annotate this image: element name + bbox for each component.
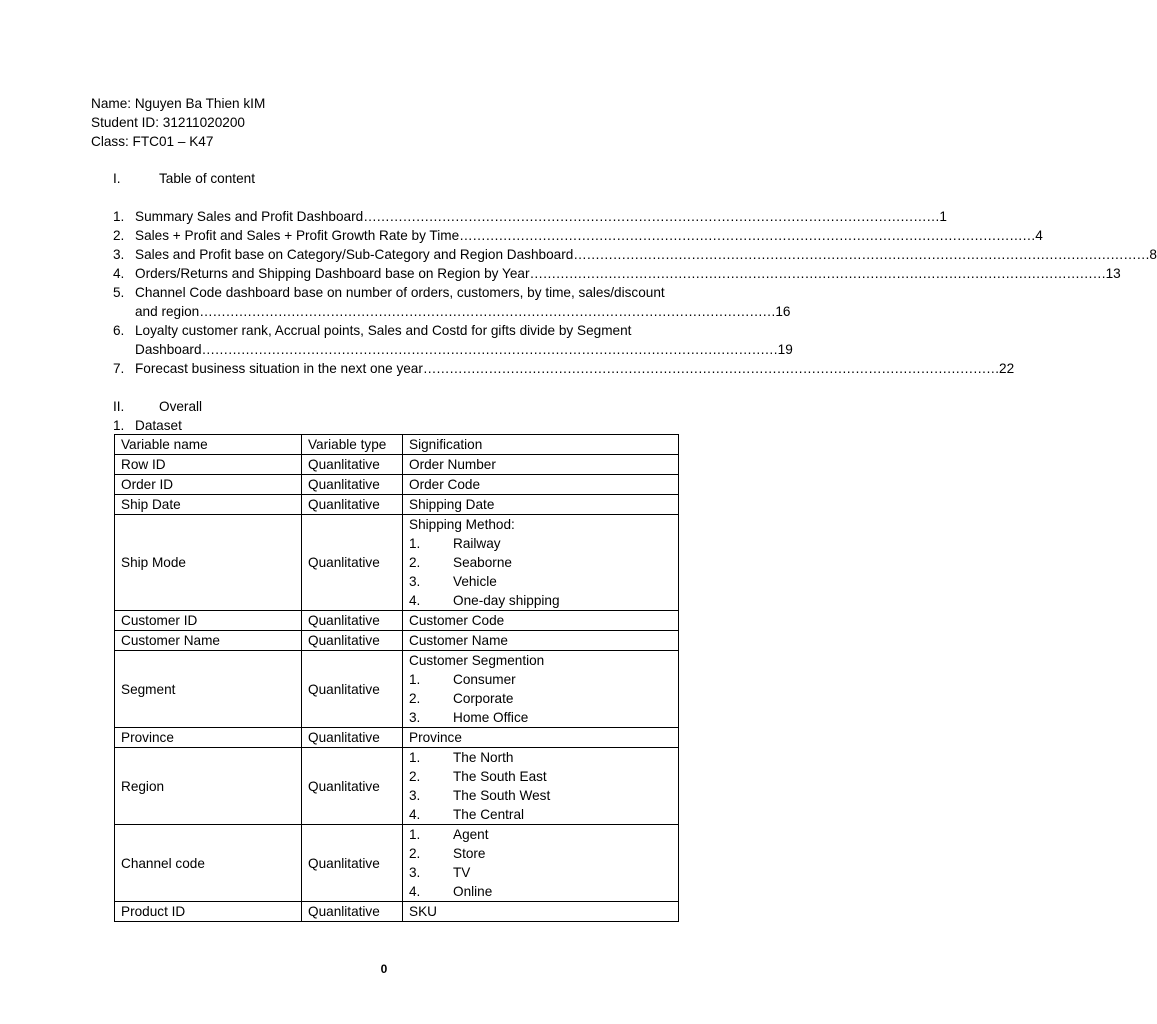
list-item — [409, 767, 672, 786]
toc-item-text: Loyalty customer rank, Accrual points, Sales and Costd for gifts divide by Segment — [135, 323, 632, 338]
table-row — [115, 455, 679, 475]
dataset-number: 1. — [113, 418, 125, 433]
table-row — [115, 631, 679, 651]
list-text: TV — [453, 865, 471, 880]
list-text: Online — [453, 884, 493, 899]
list-number: 2. — [409, 691, 421, 706]
list-item — [409, 882, 672, 901]
list-number: 2. — [409, 846, 421, 861]
list-text: The South East — [453, 769, 547, 784]
list-text: The North — [453, 750, 514, 765]
signification-cell: Shipping Date — [403, 495, 679, 515]
toc-item-number: 5. — [113, 285, 125, 300]
list-item — [409, 534, 672, 553]
toc-item-text: Summary Sales and Profit Dashboard — [135, 209, 364, 224]
table-row — [115, 611, 679, 631]
variable-type-cell: Quanlitative — [302, 455, 403, 475]
signification-cell — [403, 651, 679, 728]
toc-item-text: Sales and Profit base on Category/Sub-Category and Region Dashboard — [135, 247, 574, 262]
toc-item-number: 6. — [113, 323, 125, 338]
table-row — [115, 748, 679, 825]
toc-item-page: 22 — [999, 361, 1015, 376]
variable-name-cell: Customer Name — [115, 631, 302, 651]
table-row — [115, 651, 679, 728]
toc-item-page: 16 — [775, 304, 791, 319]
toc-item-page: 8 — [1149, 247, 1157, 262]
toc-item-text: and region — [135, 304, 200, 319]
list-number: 1. — [409, 672, 421, 687]
signification-cell — [403, 825, 679, 902]
signification-list — [409, 748, 672, 824]
signification-cell: Order Code — [403, 475, 679, 495]
toc-heading-number: I. — [113, 171, 121, 186]
list-item — [409, 689, 672, 708]
toc-leader-dots: …………………………………………………………………………………………………………………… — [363, 209, 940, 224]
variable-type-cell: Quanlitative — [302, 475, 403, 495]
list-item — [409, 786, 672, 805]
signification-list — [409, 670, 672, 727]
list-number: 4. — [409, 884, 421, 899]
list-item — [409, 844, 672, 863]
variable-type-cell: Quanlitative — [302, 825, 403, 902]
signification-cell: SKU — [403, 902, 679, 922]
list-number: 1. — [409, 536, 421, 551]
list-number: 2. — [409, 769, 421, 784]
list-text: Agent — [453, 827, 489, 842]
list-item — [409, 670, 672, 689]
student-name: Name: Nguyen Ba Thien kIM — [91, 96, 266, 111]
toc-item-page: 1 — [939, 209, 947, 224]
table-row — [115, 515, 679, 611]
signification-list — [409, 534, 672, 610]
signification-cell: Customer Name — [403, 631, 679, 651]
toc-item-text: Orders/Returns and Shipping Dashboard base on Region by Year — [135, 266, 530, 281]
variable-name-cell: Ship Date — [115, 495, 302, 515]
toc-leader-dots: …………………………………………………………………………………………………………………… — [459, 228, 1036, 243]
list-text: Corporate — [453, 691, 514, 706]
page-number: 0 — [380, 962, 388, 976]
list-number: 4. — [409, 807, 421, 822]
toc-heading: Table of content — [159, 171, 255, 186]
list-number: 3. — [409, 574, 421, 589]
overall-heading-number: II. — [113, 399, 125, 414]
overall-heading: Overall — [159, 399, 203, 414]
table-row — [115, 728, 679, 748]
signification-cell — [403, 515, 679, 611]
signification-intro: Customer Segmention — [409, 653, 545, 668]
toc-item-text: Forecast business situation in the next one year — [135, 361, 423, 376]
list-item — [409, 708, 672, 727]
table-header-row — [115, 435, 679, 455]
list-text: Seaborne — [453, 555, 512, 570]
signification-list — [409, 825, 672, 901]
variable-name-cell: Row ID — [115, 455, 302, 475]
variable-name-cell: Ship Mode — [115, 515, 302, 611]
table-row — [115, 902, 679, 922]
student-id: Student ID: 31211020200 — [91, 115, 245, 130]
list-text: Vehicle — [453, 574, 497, 589]
list-number: 3. — [409, 710, 421, 725]
toc-item-page: 4 — [1035, 228, 1043, 243]
variable-type-cell: Quanlitative — [302, 611, 403, 631]
toc-item-page: 13 — [1105, 266, 1121, 281]
toc-item-number: 1. — [113, 209, 125, 224]
list-text: The South West — [453, 788, 551, 803]
list-text: Railway — [453, 536, 501, 551]
variable-name-cell: Segment — [115, 651, 302, 728]
list-number: 4. — [409, 593, 421, 608]
list-number: 2. — [409, 555, 421, 570]
toc-item-page: 19 — [777, 342, 793, 357]
list-text: Consumer — [453, 672, 516, 687]
variable-type-cell: Quanlitative — [302, 902, 403, 922]
toc-item-text: Channel Code dashboard base on number of orders, customers, by time, sales/discount — [135, 285, 665, 300]
variable-type-cell: Quanlitative — [302, 728, 403, 748]
dataset-label: Dataset — [135, 418, 182, 433]
toc-leader-dots: …………………………………………………………………………………………………………………… — [422, 361, 1000, 376]
variable-type-cell: Quanlitative — [302, 748, 403, 825]
list-number: 1. — [409, 827, 421, 842]
header-cell: Variable type — [302, 435, 403, 455]
signification-cell: Order Number — [403, 455, 679, 475]
toc-item-text: Sales + Profit and Sales + Profit Growth Rate by Time — [135, 228, 460, 243]
list-number: 3. — [409, 788, 421, 803]
list-item — [409, 825, 672, 844]
variable-type-cell: Quanlitative — [302, 495, 403, 515]
list-text: One-day shipping — [453, 593, 560, 608]
table-row — [115, 475, 679, 495]
list-item — [409, 591, 672, 610]
list-item — [409, 863, 672, 882]
variable-type-cell: Quanlitative — [302, 651, 403, 728]
list-text: Store — [453, 846, 486, 861]
toc-item-number: 2. — [113, 228, 125, 243]
variable-name-cell: Province — [115, 728, 302, 748]
signification-cell — [403, 748, 679, 825]
toc-item-number: 7. — [113, 361, 125, 376]
toc-leader-dots: …………………………………………………………………………………………………………………… — [201, 342, 778, 357]
list-text: The Central — [453, 807, 525, 822]
toc-leader-dots: …………………………………………………………………………………………………………………… — [199, 304, 776, 319]
variable-name-cell: Channel code — [115, 825, 302, 902]
list-number: 3. — [409, 865, 421, 880]
signification-cell: Customer Code — [403, 611, 679, 631]
list-number: 1. — [409, 750, 421, 765]
variable-name-cell: Region — [115, 748, 302, 825]
header-cell: Signification — [403, 435, 679, 455]
list-item — [409, 748, 672, 767]
toc-item-number: 4. — [113, 266, 125, 281]
table-row — [115, 495, 679, 515]
variable-name-cell: Product ID — [115, 902, 302, 922]
dataset-table — [114, 434, 679, 922]
variable-name-cell: Order ID — [115, 475, 302, 495]
toc-leader-dots: …………………………………………………………………………………………………………………… — [529, 266, 1106, 281]
signification-cell: Province — [403, 728, 679, 748]
header-cell: Variable name — [115, 435, 302, 455]
toc-item-text: Dashboard — [135, 342, 202, 357]
variable-type-cell: Quanlitative — [302, 631, 403, 651]
student-class: Class: FTC01 – K47 — [91, 134, 214, 149]
list-item — [409, 553, 672, 572]
toc-leader-dots: …………………………………………………………………………………………………………………… — [573, 247, 1150, 262]
list-item — [409, 805, 672, 824]
variable-type-cell: Quanlitative — [302, 515, 403, 611]
toc-item-number: 3. — [113, 247, 125, 262]
list-item — [409, 572, 672, 591]
signification-intro: Shipping Method: — [409, 517, 515, 532]
variable-name-cell: Customer ID — [115, 611, 302, 631]
table-row — [115, 825, 679, 902]
list-text: Home Office — [453, 710, 529, 725]
